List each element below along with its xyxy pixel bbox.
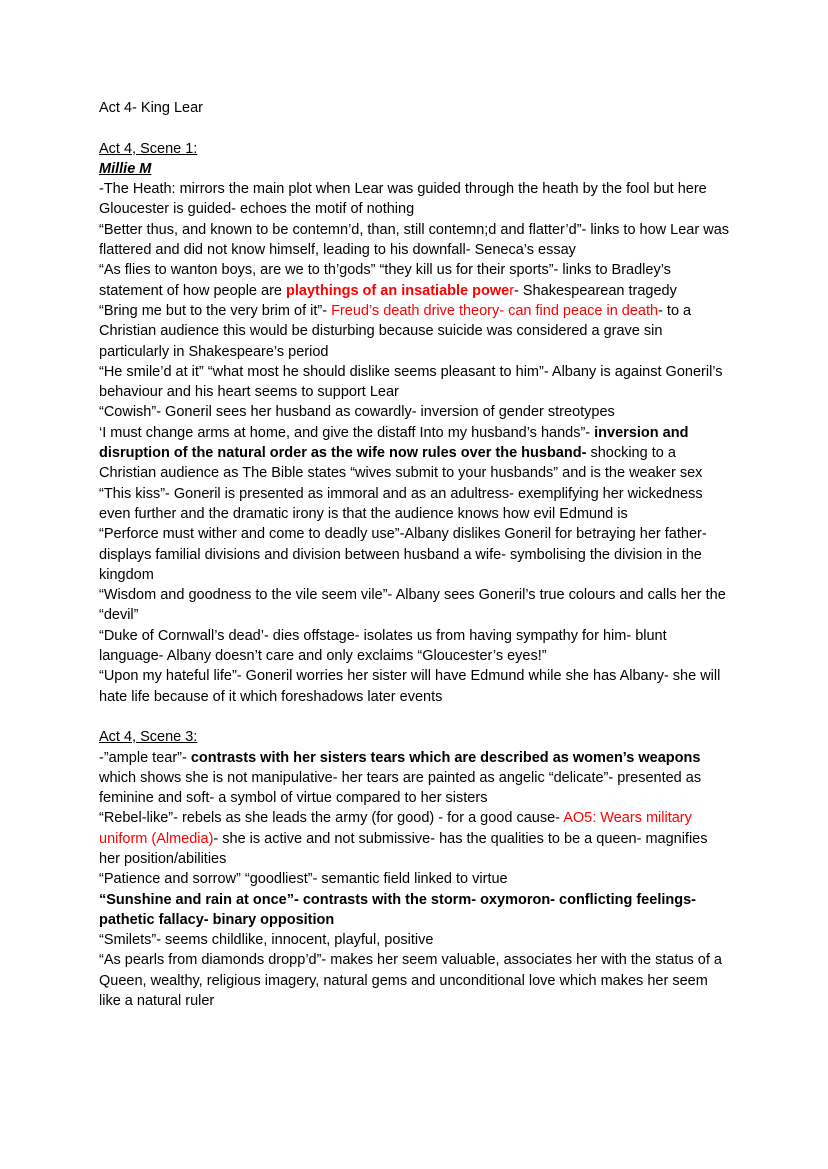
paragraph	[99, 179, 731, 220]
text-segment: “Cowish”- Goneril sees her husband as cowardly- inversion of gender streotypes	[99, 404, 615, 421]
text-segment: which shows she is not manipulative- her tears are painted as angelic “delicate”- presented as feminine and soft- a symbol of virtue compared to her sisters	[99, 769, 702, 807]
text-segment: “As flies to wanton boys, are we to th’gods” “they kill us for their sports”- links to Bradley’s statement of how people are	[99, 262, 671, 299]
text-segment: “Better thus, and known to be contemn’d, than, still contemn;d and flatter’d”- links to how Lear was flattered and did not know himself, leading to his downfall- Seneca’s essay	[99, 221, 730, 259]
paragraph	[99, 930, 731, 950]
text-segment: “Upon my hateful life”- Goneril worries her sister will have Edmund while she has Albany- she will hate life because of it which foreshadows later events	[99, 668, 721, 705]
text-segment: “Wisdom and goodness to the vile seem vile”- Albany sees Goneril’s true colours and calls her the “devil”	[99, 587, 726, 624]
scene-3-heading	[99, 727, 731, 747]
text-segment: -”ample tear”-	[99, 749, 191, 766]
paragraph	[99, 748, 731, 809]
text-segment: inversion and disruption of the natural order as the wife now rules over the husband-	[99, 424, 689, 462]
text-segment: Freud’s death drive theory- can find peace in death	[331, 302, 659, 319]
text-segment: Act 4, Scene 3:	[99, 729, 198, 746]
text-segment: Millie M	[99, 160, 152, 177]
text-segment: - Shakespearean tragedy	[514, 282, 677, 299]
text-segment: “Smilets”- seems childlike, innocent, playful, positive	[99, 932, 434, 949]
paragraph	[99, 626, 731, 667]
text-segment: AO5: Wears military uniform (Almedia)	[99, 810, 692, 847]
scene-1-heading	[99, 139, 731, 159]
text-segment: Act 4, Scene 1:	[99, 140, 198, 157]
text-segment: “Patience and sorrow” “goodliest”- semantic field linked to virtue	[99, 871, 508, 888]
paragraph	[99, 362, 731, 403]
paragraph	[99, 524, 731, 585]
paragraph	[99, 260, 731, 301]
paragraph	[99, 666, 731, 707]
document-content	[99, 98, 731, 1011]
paragraph	[99, 484, 731, 525]
text-segment: r	[509, 282, 515, 299]
text-segment: - she is active and not submissive- has the qualities to be a queen- magnifies her position/abilities	[99, 830, 708, 867]
paragraph	[99, 869, 731, 889]
text-segment: “Rebel-like”- rebels as she leads the army (for good) - for a good cause-	[99, 810, 564, 827]
text-segment: playthings of an insatiable powe	[286, 282, 510, 299]
paragraph	[99, 950, 731, 1011]
paragraph	[99, 585, 731, 626]
paragraph	[99, 402, 731, 422]
author-name	[99, 159, 731, 179]
paragraph	[99, 808, 731, 869]
text-segment: shocking to a Christian audience as The Bible states “wives submit to your husbands” and is the weaker sex	[99, 445, 703, 482]
text-segment: “As pearls from diamonds dropp’d”- makes her seem valuable, associates her with the status of a Queen, wealthy, religious imagery, natural gems and unconditional love which makes her seem like a natural ruler	[99, 952, 722, 1010]
paragraph	[99, 301, 731, 362]
text-segment: “Duke of Cornwall’s dead’- dies offstage- isolates us from having sympathy for him- blunt language- Albany doesn’t care and only exclaims “Gloucester’s eyes!”	[99, 627, 667, 665]
text-segment: “Sunshine and rain at once”- contrasts with the storm- oxymoron- conflicting feelings- pathetic fallacy- binary opposition	[99, 891, 696, 928]
text-segment: “Perforce must wither and come to deadly use”-Albany dislikes Goneril for betraying her father- displays familial divisions and division between husband a wife- symbolising the division in the kingdom	[99, 526, 707, 583]
blank-line	[99, 118, 731, 138]
document-title: Act 4- King Lear	[99, 100, 203, 116]
paragraph	[99, 220, 731, 261]
text-segment: “He smile’d at it” “what most he should dislike seems pleasant to him”- Albany is against Goneril’s behaviour and his heart seems to support Lear	[99, 363, 723, 401]
text-segment: -The Heath: mirrors the main plot when Lear was guided through the heath by the fool but here Gloucester is guided- echoes the motif of nothing	[99, 181, 707, 218]
text-segment: “This kiss”- Goneril is presented as immoral and as an adultress- exemplifying her wickedness even further and the dramatic irony is that the audience knows how evil Edmund is	[99, 485, 703, 522]
text-segment: - to a Christian audience this would be disturbing because suicide was considered a grave sin particularly in Shakespeare’s period	[99, 302, 692, 360]
blank-line	[99, 707, 731, 727]
text-segment: ‘I must change arms at home, and give the distaff Into my husband’s hands”-	[99, 424, 595, 441]
document-body	[99, 139, 731, 1012]
text-segment: contrasts with her sisters tears which are described as women’s weapons	[190, 749, 701, 766]
text-segment: “Bring me but to the very brim of it”-	[99, 302, 332, 319]
paragraph	[99, 423, 731, 484]
paragraph	[99, 890, 731, 931]
